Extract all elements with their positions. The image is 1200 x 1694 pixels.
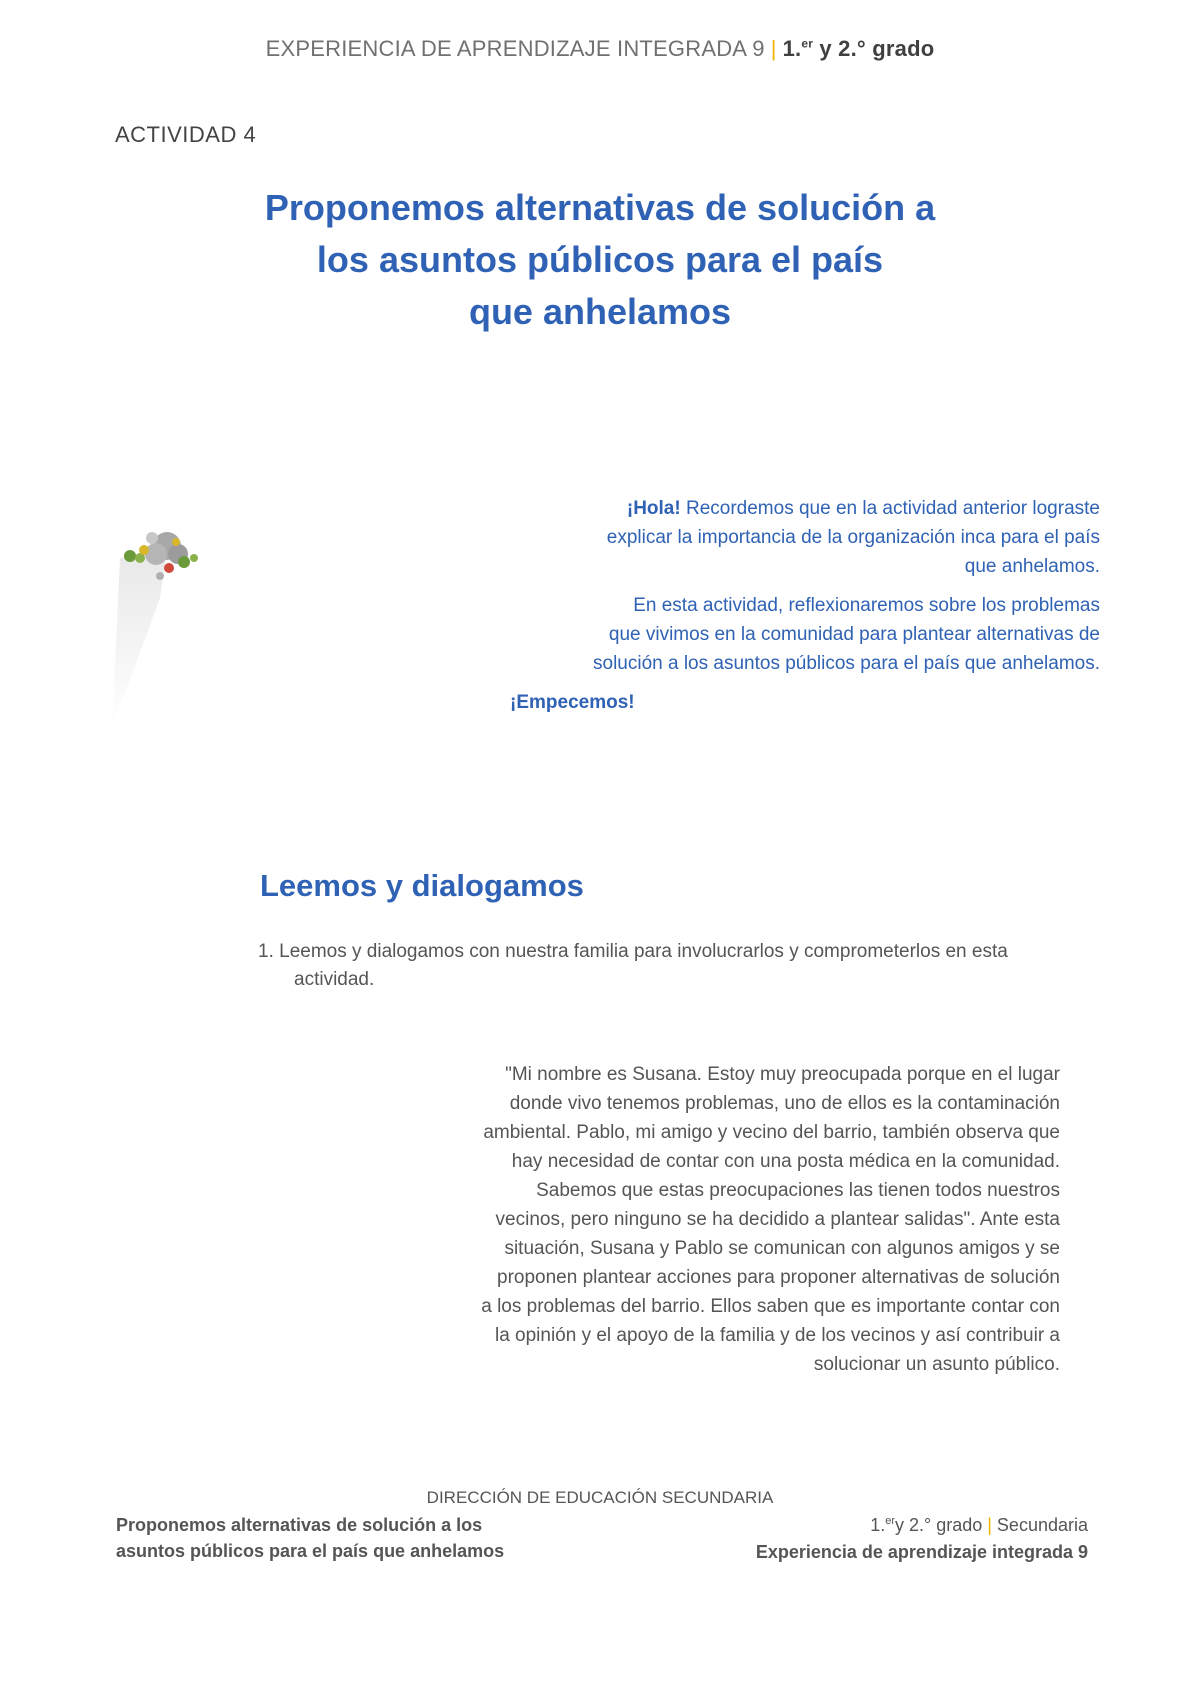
intro-p2-line-3: solución a los asuntos públicos para el país que anhelamos.	[593, 653, 1100, 674]
quote-block	[340, 1060, 1060, 1379]
section-title: Leemos y dialogamos	[260, 868, 584, 903]
quote-line: "Mi nombre es Susana. Estoy muy preocupada porque en el lugar	[505, 1064, 1060, 1085]
intro-p1-line-2: explicar la importancia de la organización inca para el país	[606, 527, 1100, 548]
footer-grade-info	[756, 1508, 1088, 1566]
footer-grade-rest: y 2.° grado	[894, 1515, 983, 1535]
list-item	[258, 938, 1078, 994]
footer-activity-title	[116, 1512, 504, 1564]
footer-right-line-2: Experiencia de aprendizaje integrada 9	[755, 1542, 1088, 1562]
footer-right-line-1	[756, 1508, 1088, 1539]
quote-line: Sabemos que estas preocupaciones las tienen todos nuestros	[536, 1180, 1060, 1201]
header-series: EXPERIENCIA DE APRENDIZAJE INTEGRADA 9	[265, 36, 765, 61]
header-grade	[783, 36, 935, 61]
quote-line: situación, Susana y Pablo se comunican con algunos amigos y se	[504, 1238, 1060, 1259]
intro-p1-line-1: Recordemos que en la actividad anterior lograste	[680, 498, 1100, 519]
quote-line: hay necesidad de contar con una posta médica en la comunidad.	[511, 1151, 1060, 1172]
intro-message	[500, 494, 1100, 688]
footer-left-line-1: Proponemos alternativas de solución a los	[116, 1515, 483, 1535]
page-title	[180, 182, 1020, 338]
quote-line: a los problemas del barrio. Ellos saben que es importante contar con	[481, 1296, 1060, 1317]
header-grade-sup: er	[801, 36, 814, 51]
quote-line: proponen plantear acciones para proponer alternativas de solución	[497, 1267, 1060, 1288]
intro-paragraph-2	[500, 591, 1100, 678]
intro-closing: ¡Empecemos!	[510, 692, 635, 713]
intro-p2-line-1: En esta actividad, reflexionaremos sobre los problemas	[633, 595, 1100, 616]
footer-department: DIRECCIÓN DE EDUCACIÓN SECUNDARIA	[426, 1488, 774, 1507]
intro-paragraph-1	[500, 494, 1100, 581]
footer-grade-number: 1.	[870, 1515, 886, 1535]
item-line-1: 1. Leemos y dialogamos con nuestra familia para involucrarlos y comprometerlos en esta	[258, 941, 1008, 962]
quote-line: solucionar un asunto público.	[813, 1354, 1060, 1375]
footer-separator: |	[987, 1515, 992, 1535]
title-line-2: los asuntos públicos para el país	[316, 239, 884, 280]
footer-left-line-2: asuntos públicos para el país que anhelamos	[116, 1541, 505, 1561]
title-line-1: Proponemos alternativas de solución a	[264, 187, 936, 228]
footer-level: Secundaria	[996, 1515, 1088, 1535]
header-separator: |	[770, 36, 777, 61]
footer-grade-sup: er	[885, 1515, 895, 1527]
quote-line: la opinión y el apoyo de la familia y de los vecinos y así contribuir a	[494, 1325, 1060, 1346]
greeting: ¡Hola!	[626, 498, 681, 519]
title-line-3: que anhelamos	[468, 291, 732, 332]
quote-line: donde vivo tenemos problemas, uno de ellos es la contaminación	[509, 1093, 1060, 1114]
header-grade-number: 1.	[782, 36, 802, 61]
intro-p2-line-2: que vivimos en la comunidad para plantear alternativas de	[608, 624, 1100, 645]
quote-line: vecinos, pero ninguno se ha decidido a plantear salidas". Ante esta	[495, 1209, 1060, 1230]
header-grade-rest: y 2.° grado	[813, 36, 935, 61]
activity-label: ACTIVIDAD 4	[115, 122, 257, 147]
page-header	[0, 36, 1200, 62]
mascot-illustration	[112, 528, 212, 728]
quote-line: ambiental. Pablo, mi amigo y vecino del barrio, también observa que	[483, 1122, 1060, 1143]
intro-p1-line-3: que anhelamos.	[964, 556, 1100, 577]
item-line-2: actividad.	[294, 969, 375, 990]
